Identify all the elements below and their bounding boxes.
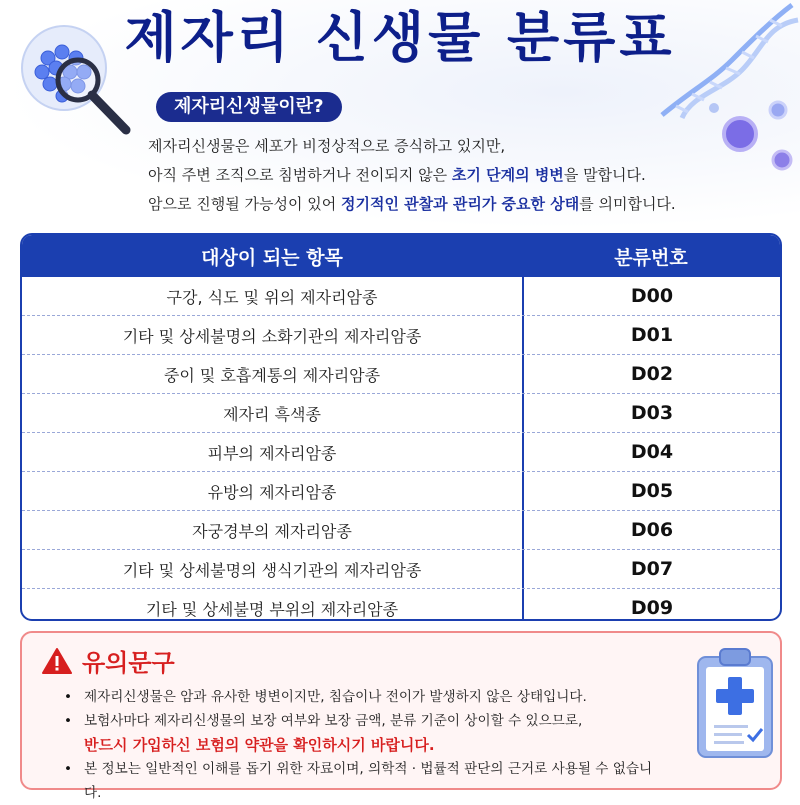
highlight-regular-care: 정기적인 관찰과 관리가 중요한 상태	[340, 195, 580, 213]
row-code: D02	[630, 363, 674, 385]
definition-line-2: 아직 주변 조직으로 침범하거나 전이되지 않은 초기 단계의 병변을 말합니다.	[148, 166, 646, 184]
caution-header	[42, 643, 175, 678]
table-row	[22, 510, 780, 549]
table-row	[22, 393, 780, 432]
caution-list	[60, 685, 660, 805]
table-row	[22, 549, 780, 588]
caution-box	[20, 631, 782, 801]
row-code: D05	[630, 480, 674, 502]
table-row	[22, 471, 780, 510]
definition-line-1: 제자리신생물은 세포가 비정상적으로 증식하고 있지만,	[148, 137, 506, 155]
caution-warning-text: 반드시 가입하신 보험의 약관을 확인하시기 바랍니다.	[84, 736, 435, 754]
row-code: D07	[630, 558, 674, 580]
table-header	[22, 235, 780, 277]
page-title: 제자리 신생물 분류표	[124, 6, 676, 69]
row-item: 자궁경부의 제자리암종	[22, 511, 524, 549]
medical-clipboard-icon	[690, 645, 780, 765]
table-row	[22, 277, 780, 315]
row-item: 중이 및 호흡계통의 제자리암종	[22, 355, 524, 393]
caution-item: • 제자리신생물은 암과 유사한 병변이지만, 침습이나 전이가 발생하지 않은 상태입니다.	[60, 685, 660, 709]
table-row	[22, 315, 780, 354]
row-code: D01	[630, 324, 674, 346]
caution-item: • 본 정보는 일반적인 이해를 돕기 위한 자료이며, 의학적 · 법률적 판단의 근거로 사용될 수 없습니다.	[60, 757, 660, 805]
table-row	[22, 432, 780, 471]
row-item: 구강, 식도 및 위의 제자리암종	[22, 277, 524, 315]
row-item: 피부의 제자리암종	[22, 433, 524, 471]
definition-line-3: 암으로 진행될 가능성이 있어 정기적인 관찰과 관리가 중요한 상태를 의미합니다.	[148, 195, 676, 213]
row-code: D09	[630, 597, 674, 619]
row-code: D03	[630, 402, 674, 424]
caution-item: • 보험사마다 제자리신생물의 보장 여부와 보장 금액, 분류 기준이 상이할 수 있으므로, 반드시 가입하신 보험의 약관을 확인하시기 바랍니다.	[60, 709, 660, 757]
row-item: 제자리 흑색종	[22, 394, 524, 432]
definition-text	[148, 132, 768, 219]
table-row	[22, 588, 780, 621]
classification-table	[20, 233, 782, 621]
row-code: D06	[630, 519, 674, 541]
row-code: D04	[630, 441, 674, 463]
table-body	[22, 277, 780, 621]
row-item: 유방의 제자리암종	[22, 472, 524, 510]
row-item: 기타 및 상세불명 부위의 제자리암종	[22, 589, 524, 621]
definition-heading: 제자리신생물이란?	[156, 92, 342, 122]
row-item: 기타 및 상세불명의 소화기관의 제자리암종	[22, 316, 524, 354]
row-code: D00	[630, 285, 674, 307]
header-item: 대상이 되는 항목	[201, 246, 343, 269]
warning-icon	[42, 647, 72, 675]
header-code: 분류번호	[614, 246, 688, 269]
row-item: 기타 및 상세불명의 생식기관의 제자리암종	[22, 550, 524, 588]
caution-title: 유의문구	[82, 649, 175, 677]
table-row	[22, 354, 780, 393]
highlight-early-lesion: 초기 단계의 병변	[451, 166, 564, 184]
